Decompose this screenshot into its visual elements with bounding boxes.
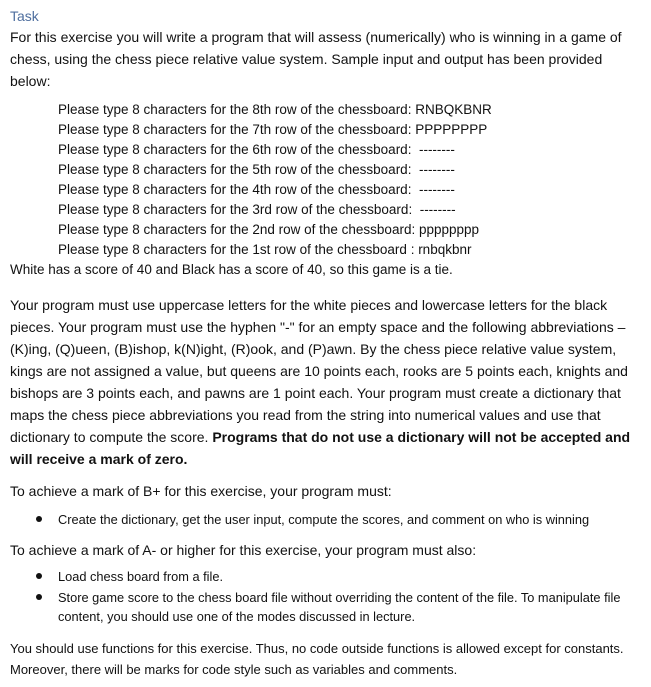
sample-line: Please type 8 characters for the 7th row of the chessboard: PPPPPPPP bbox=[58, 122, 488, 137]
bullet-icon bbox=[36, 594, 42, 600]
sample-io-block bbox=[10, 100, 641, 260]
list-item bbox=[34, 567, 641, 586]
bullet-icon bbox=[36, 573, 42, 579]
final-paragraph: You should use functions for this exercise. Thus, no code outside functions is allowed except for constants. Moreover, there will be marks for code style such as variables and comments. bbox=[10, 641, 624, 677]
list-item-text: Load chess board from a file. bbox=[58, 569, 224, 584]
task-heading: Task bbox=[10, 8, 39, 24]
sample-line: Please type 8 characters for the 4th row of the chessboard: -------- bbox=[58, 182, 455, 197]
a-minus-heading: To achieve a mark of A- or higher for this exercise, your program must also: bbox=[10, 542, 477, 558]
sample-line: Please type 8 characters for the 2nd row of the chessboard: pppppppp bbox=[58, 222, 480, 237]
rules-paragraph bbox=[10, 294, 641, 470]
b-plus-list bbox=[10, 510, 641, 529]
rules-text: Your program must use uppercase letters for the white pieces and lowercase letters for the black pieces. Your program must use the hyphen "-" for an empty space and the following abbreviations – (K)ing, (Q)ueen, (B)ishop, k(N)ight, (R)ook, and (P)awn. By the chess piece relative value system, kings are not assigned a value, but queens are 10 points each, rooks are 5 points each, knights and bishops are 3 points each, and pawns are 1 point each. Your program must create a dictionary that maps the chess piece abbreviations you read from the string into numerical values and use that dictionary to compute the score. bbox=[10, 297, 628, 445]
list-item bbox=[34, 588, 641, 626]
list-item-text: Store game score to the chess board file without overriding the content of the file. To manipulate file content, you should use one of the modes discussed in lecture. bbox=[58, 590, 621, 624]
sample-line: Please type 8 characters for the 3rd row of the chessboard: -------- bbox=[58, 202, 456, 217]
sample-line: Please type 8 characters for the 1st row of the chessboard : rnbqkbnr bbox=[58, 242, 472, 257]
sample-line: Please type 8 characters for the 6th row of the chessboard: -------- bbox=[58, 142, 455, 157]
b-plus-heading: To achieve a mark of B+ for this exercise, your program must: bbox=[10, 483, 392, 499]
bullet-icon bbox=[36, 516, 42, 522]
list-item bbox=[34, 510, 641, 529]
sample-result-line: White has a score of 40 and Black has a score of 40, so this game is a tie. bbox=[10, 262, 453, 277]
a-minus-list bbox=[10, 567, 641, 626]
rules-warning: Programs that do not use a dictionary will not be accepted and will receive a mark of zero. bbox=[10, 429, 631, 467]
sample-line: Please type 8 characters for the 5th row of the chessboard: -------- bbox=[58, 162, 455, 177]
intro-paragraph: For this exercise you will write a program that will assess (numerically) who is winning in a game of chess, using the chess piece relative value system. Sample input and output has been provided below: bbox=[10, 29, 622, 89]
list-item-text: Create the dictionary, get the user input, compute the scores, and comment on who is winning bbox=[58, 512, 590, 527]
sample-line: Please type 8 characters for the 8th row of the chessboard: RNBQKBNR bbox=[58, 102, 492, 117]
